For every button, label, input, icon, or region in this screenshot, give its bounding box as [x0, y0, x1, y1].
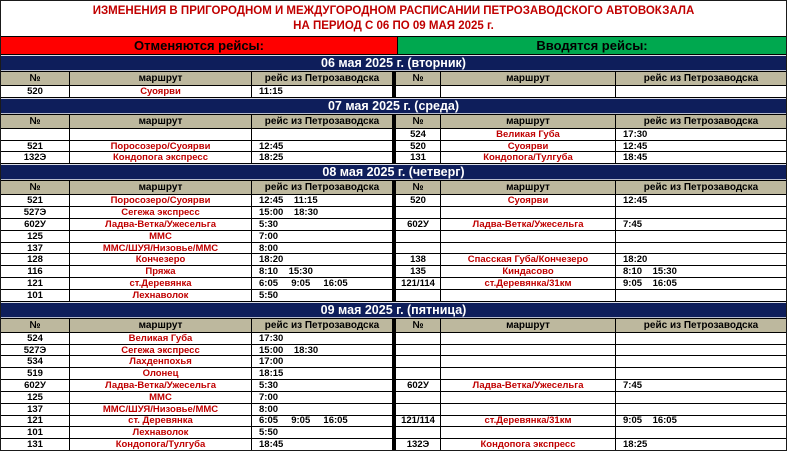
train-number-cell: 520	[396, 195, 440, 206]
route-cell	[441, 243, 615, 254]
route-cell	[441, 333, 615, 344]
route-cell: Суоярви	[441, 141, 615, 152]
cancelled-flights-banner: Отменяются рейсы:	[1, 37, 397, 54]
route-cell: Поросозеро/Суоярви	[70, 141, 251, 152]
table-row	[1, 219, 786, 230]
train-number-cell: 101	[1, 427, 69, 438]
departure-times-cell	[616, 333, 786, 344]
train-number-cell: 524	[396, 129, 440, 140]
train-number-cell: 125	[1, 231, 69, 242]
column-header-departure: рейс из Петрозаводска	[616, 72, 786, 85]
route-cell: ММС/ШУЯ/Низовье/ММС	[70, 404, 251, 415]
departure-times-cell: 7:45	[616, 380, 786, 391]
route-cell: ММС	[70, 231, 251, 242]
column-header-departure: рейс из Петрозаводска	[616, 181, 786, 194]
table-divider	[393, 380, 395, 391]
table-row	[1, 231, 786, 242]
banner-row	[1, 37, 786, 54]
departure-times-cell: 11:15	[252, 86, 392, 97]
column-header-departure: рейс из Петрозаводска	[252, 181, 392, 194]
route-cell: Олонец	[70, 368, 251, 379]
route-cell: Спасская Губа/Кончезеро	[441, 254, 615, 265]
train-number-cell	[396, 231, 440, 242]
train-number-cell	[396, 243, 440, 254]
table-divider	[393, 207, 395, 218]
table-row	[1, 243, 786, 254]
departure-times-cell: 18:20	[252, 254, 392, 265]
departure-times-cell: 18:25	[616, 439, 786, 450]
table-divider	[393, 243, 395, 254]
route-cell	[70, 129, 251, 140]
column-header-num: №	[1, 115, 69, 128]
column-header-route: маршрут	[441, 115, 615, 128]
table-divider	[393, 333, 395, 344]
train-number-cell	[1, 129, 69, 140]
departure-times-cell: 12:45	[252, 141, 392, 152]
route-cell	[441, 290, 615, 301]
table-divider	[393, 416, 395, 427]
departure-times-cell: 6:05 9:05 16:05	[252, 278, 392, 289]
table-divider	[393, 219, 395, 230]
table-divider	[393, 195, 395, 206]
route-cell: ст.Деревянка	[70, 278, 251, 289]
introduced-flights-banner: Вводятся рейсы:	[398, 37, 786, 54]
train-number-cell: 121/114	[396, 278, 440, 289]
route-cell: Великая Губа	[441, 129, 615, 140]
departure-times-cell	[616, 86, 786, 97]
column-header-route: маршрут	[70, 181, 251, 194]
departure-times-cell: 15:00 18:30	[252, 207, 392, 218]
table-row	[1, 278, 786, 289]
train-number-cell: 534	[1, 356, 69, 367]
departure-times-cell: 18:45	[616, 152, 786, 163]
departure-times-cell: 12:45 11:15	[252, 195, 392, 206]
departure-times-cell: 15:00 18:30	[252, 345, 392, 356]
route-cell	[441, 231, 615, 242]
table-divider	[393, 141, 395, 152]
train-number-cell: 520	[396, 141, 440, 152]
table-row	[1, 195, 786, 206]
departure-times-cell	[616, 231, 786, 242]
route-cell	[441, 368, 615, 379]
route-cell: Ладва-Ветка/Ужесельга	[441, 380, 615, 391]
departure-times-cell: 18:15	[252, 368, 392, 379]
date-band: 09 мая 2025 г. (пятница)	[1, 302, 786, 318]
departure-times-cell	[616, 356, 786, 367]
train-number-cell: 132Э	[396, 439, 440, 450]
train-number-cell: 135	[396, 266, 440, 277]
table-row	[1, 392, 786, 403]
departure-times-cell: 7:00	[252, 392, 392, 403]
train-number-cell: 524	[1, 333, 69, 344]
route-cell: ст.Деревянка/31км	[441, 416, 615, 427]
table-divider	[393, 319, 395, 332]
route-cell: ММС/ШУЯ/Низовье/ММС	[70, 243, 251, 254]
route-cell: Кондопога экспресс	[441, 439, 615, 450]
departure-times-cell: 17:30	[616, 129, 786, 140]
table-divider	[393, 152, 395, 163]
table-row	[1, 141, 786, 152]
departure-times-cell: 5:50	[252, 290, 392, 301]
table-divider	[393, 86, 395, 97]
table-divider	[393, 254, 395, 265]
train-number-cell: 131	[1, 439, 69, 450]
departure-times-cell	[616, 404, 786, 415]
train-number-cell: 602У	[1, 219, 69, 230]
table-row	[1, 368, 786, 379]
train-number-cell	[396, 404, 440, 415]
route-cell: Сегежа экспресс	[70, 207, 251, 218]
route-cell: Поросозеро/Суоярви	[70, 195, 251, 206]
route-cell: Ладва-Ветка/Ужесельга	[70, 219, 251, 230]
route-cell: Лехнаволок	[70, 427, 251, 438]
route-cell: Кончезеро	[70, 254, 251, 265]
table-row	[1, 86, 786, 97]
table-divider	[393, 278, 395, 289]
departure-times-cell: 5:30	[252, 219, 392, 230]
route-cell: ст.Деревянка/31км	[441, 278, 615, 289]
column-header-departure: рейс из Петрозаводска	[252, 319, 392, 332]
table-divider	[393, 231, 395, 242]
train-number-cell: 132Э	[1, 152, 69, 163]
departure-times-cell: 7:00	[252, 231, 392, 242]
column-header-row	[1, 319, 786, 332]
train-number-cell: 520	[1, 86, 69, 97]
column-header-route: маршрут	[441, 181, 615, 194]
table-divider	[393, 290, 395, 301]
column-header-route: маршрут	[70, 72, 251, 85]
departure-times-cell: 18:45	[252, 439, 392, 450]
column-header-num: №	[1, 319, 69, 332]
departure-times-cell: 7:45	[616, 219, 786, 230]
route-cell: Сегежа экспресс	[70, 345, 251, 356]
train-number-cell: 602У	[1, 380, 69, 391]
title-line-2: НА ПЕРИОД С 06 ПО 09 МАЯ 2025 г.	[293, 20, 494, 32]
table-divider	[393, 439, 395, 450]
route-cell	[441, 427, 615, 438]
train-number-cell: 116	[1, 266, 69, 277]
train-number-cell: 137	[1, 243, 69, 254]
table-row	[1, 152, 786, 163]
table-row	[1, 439, 786, 450]
table-divider	[393, 266, 395, 277]
train-number-cell: 521	[1, 195, 69, 206]
route-cell: Кондопога/Тулгуба	[441, 152, 615, 163]
column-header-departure: рейс из Петрозаводска	[252, 115, 392, 128]
route-cell: Великая Губа	[70, 333, 251, 344]
route-cell: Суоярви	[70, 86, 251, 97]
column-header-row	[1, 115, 786, 128]
route-cell	[441, 207, 615, 218]
departure-times-cell: 17:30	[252, 333, 392, 344]
route-cell: Кондопога/Тулгуба	[70, 439, 251, 450]
train-number-cell: 602У	[396, 380, 440, 391]
table-row	[1, 207, 786, 218]
table-divider	[393, 427, 395, 438]
train-number-cell	[396, 427, 440, 438]
schedule-table	[1, 55, 786, 450]
table-divider	[393, 356, 395, 367]
departure-times-cell: 12:45	[616, 195, 786, 206]
table-divider	[393, 345, 395, 356]
table-row	[1, 404, 786, 415]
departure-times-cell: 5:50	[252, 427, 392, 438]
train-number-cell	[396, 290, 440, 301]
column-header-num: №	[396, 319, 440, 332]
column-header-row	[1, 72, 786, 85]
train-number-cell: 121	[1, 416, 69, 427]
departure-times-cell	[252, 129, 392, 140]
route-cell: ст. Деревянка	[70, 416, 251, 427]
train-number-cell: 519	[1, 368, 69, 379]
train-number-cell: 131	[396, 152, 440, 163]
column-header-num: №	[396, 115, 440, 128]
route-cell: ММС	[70, 392, 251, 403]
column-header-num: №	[396, 72, 440, 85]
route-cell: Суоярви	[441, 195, 615, 206]
page-title	[1, 1, 786, 36]
train-number-cell	[396, 86, 440, 97]
table-divider	[393, 392, 395, 403]
departure-times-cell: 9:05 16:05	[616, 278, 786, 289]
departure-times-cell: 18:25	[252, 152, 392, 163]
train-number-cell: 125	[1, 392, 69, 403]
table-row	[1, 345, 786, 356]
train-number-cell: 138	[396, 254, 440, 265]
column-header-departure: рейс из Петрозаводска	[616, 319, 786, 332]
train-number-cell	[396, 356, 440, 367]
column-header-route: маршрут	[441, 319, 615, 332]
date-band: 08 мая 2025 г. (четверг)	[1, 164, 786, 180]
table-row	[1, 266, 786, 277]
route-cell: Киндасово	[441, 266, 615, 277]
route-cell	[441, 345, 615, 356]
departure-times-cell: 6:05 9:05 16:05	[252, 416, 392, 427]
train-number-cell: 602У	[396, 219, 440, 230]
departure-times-cell	[616, 243, 786, 254]
table-row	[1, 129, 786, 140]
train-number-cell: 137	[1, 404, 69, 415]
departure-times-cell: 8:10 15:30	[252, 266, 392, 277]
table-divider	[393, 368, 395, 379]
train-number-cell: 527Э	[1, 207, 69, 218]
departure-times-cell: 12:45	[616, 141, 786, 152]
train-number-cell: 527Э	[1, 345, 69, 356]
route-cell	[441, 86, 615, 97]
route-cell: Лахденпохья	[70, 356, 251, 367]
departure-times-cell: 8:00	[252, 404, 392, 415]
column-header-departure: рейс из Петрозаводска	[616, 115, 786, 128]
route-cell	[441, 404, 615, 415]
departure-times-cell: 17:00	[252, 356, 392, 367]
column-header-departure: рейс из Петрозаводска	[252, 72, 392, 85]
departure-times-cell	[616, 345, 786, 356]
train-number-cell	[396, 392, 440, 403]
route-cell: Ладва-Ветка/Ужесельга	[441, 219, 615, 230]
table-row	[1, 380, 786, 391]
route-cell: Ладва-Ветка/Ужесельга	[70, 380, 251, 391]
route-cell: Кондопога экспресс	[70, 152, 251, 163]
column-header-route: маршрут	[441, 72, 615, 85]
departure-times-cell	[616, 392, 786, 403]
column-header-route: маршрут	[70, 319, 251, 332]
route-cell	[441, 392, 615, 403]
train-number-cell	[396, 333, 440, 344]
table-divider	[393, 129, 395, 140]
table-row	[1, 356, 786, 367]
train-number-cell: 128	[1, 254, 69, 265]
table-row	[1, 254, 786, 265]
train-number-cell	[396, 207, 440, 218]
column-header-num: №	[396, 181, 440, 194]
departure-times-cell: 18:20	[616, 254, 786, 265]
title-line-1: ИЗМЕНЕНИЯ В ПРИГОРОДНОМ И МЕЖДУГОРОДНОМ РАСПИСАНИИ ПЕТРОЗАВОДСКОГО АВТОВОКЗАЛА	[92, 5, 695, 17]
table-divider	[393, 181, 395, 194]
train-number-cell: 521	[1, 141, 69, 152]
table-divider	[393, 72, 395, 85]
column-header-row	[1, 181, 786, 194]
route-cell: Лехнаволок	[70, 290, 251, 301]
departure-times-cell	[616, 368, 786, 379]
date-band: 06 мая 2025 г. (вторник)	[1, 55, 786, 71]
table-row	[1, 416, 786, 427]
departure-times-cell: 5:30	[252, 380, 392, 391]
train-number-cell	[396, 345, 440, 356]
table-row	[1, 333, 786, 344]
departure-times-cell	[616, 427, 786, 438]
column-header-num: №	[1, 72, 69, 85]
departure-times-cell	[616, 207, 786, 218]
route-cell	[441, 356, 615, 367]
table-divider	[393, 115, 395, 128]
table-row	[1, 290, 786, 301]
departure-times-cell	[616, 290, 786, 301]
date-band: 07 мая 2025 г. (среда)	[1, 98, 786, 114]
train-number-cell	[396, 368, 440, 379]
table-row	[1, 427, 786, 438]
train-number-cell: 121/114	[396, 416, 440, 427]
departure-times-cell: 9:05 16:05	[616, 416, 786, 427]
train-number-cell: 121	[1, 278, 69, 289]
train-number-cell: 101	[1, 290, 69, 301]
column-header-route: маршрут	[70, 115, 251, 128]
route-cell: Пряжа	[70, 266, 251, 277]
table-divider	[393, 404, 395, 415]
departure-times-cell: 8:00	[252, 243, 392, 254]
departure-times-cell: 8:10 15:30	[616, 266, 786, 277]
column-header-num: №	[1, 181, 69, 194]
